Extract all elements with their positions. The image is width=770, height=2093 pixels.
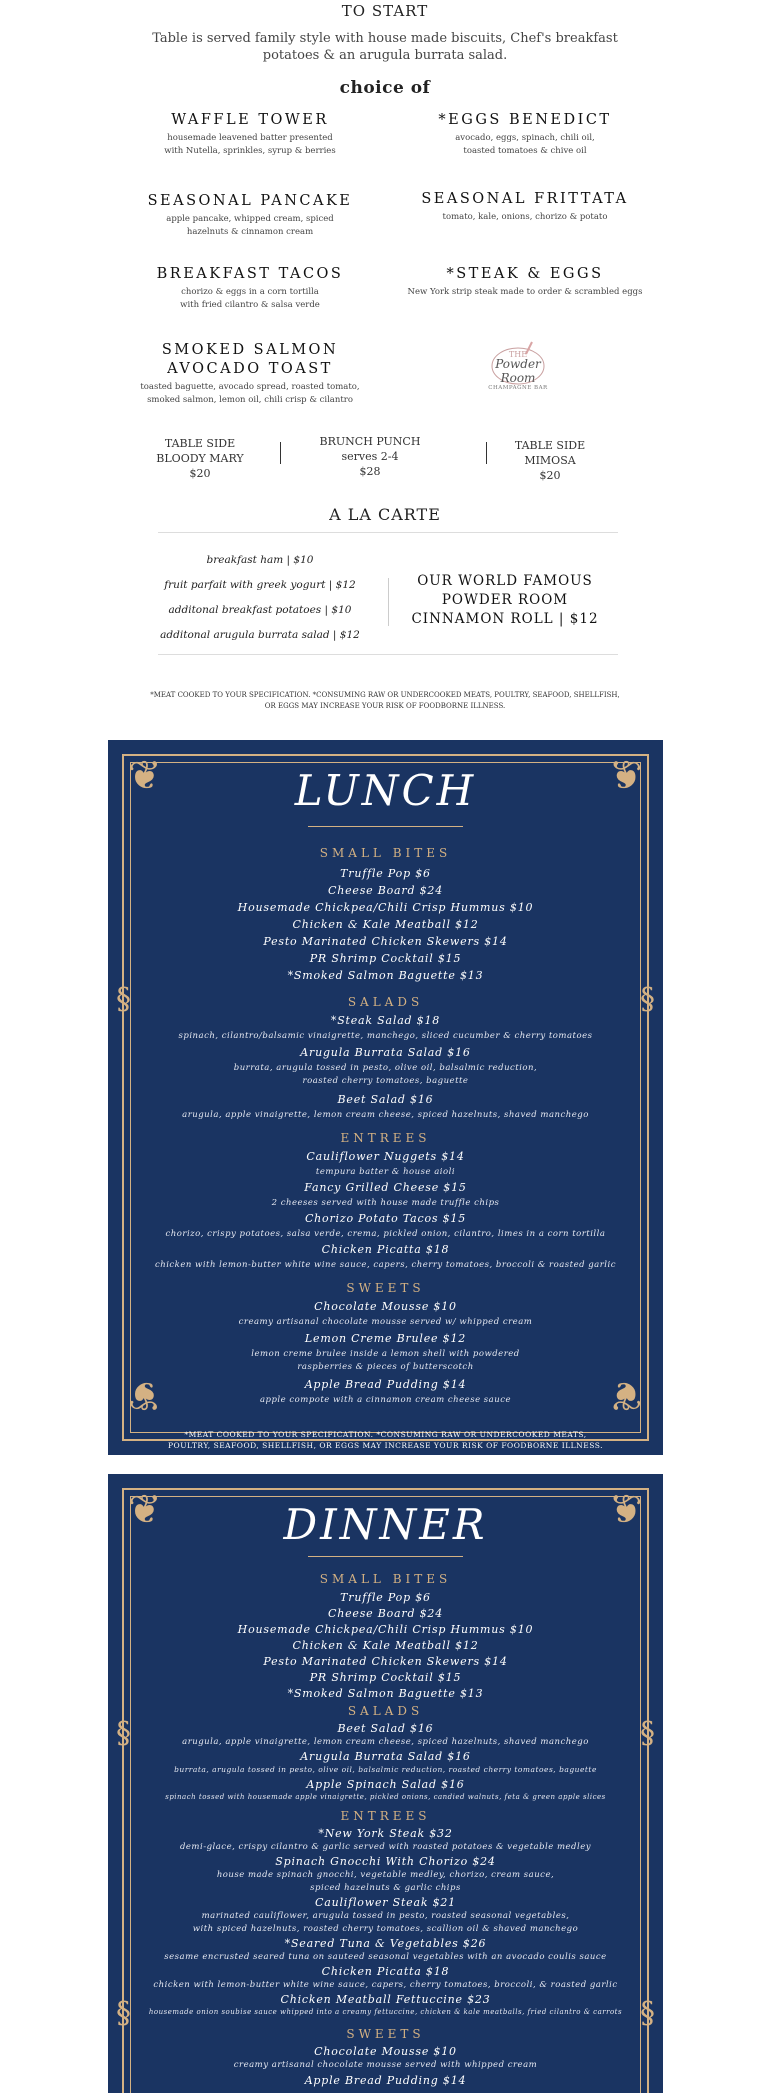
item-desc: avocado, eggs, spinach, chili oil, xyxy=(455,133,595,143)
menu-item: PR Shrimp Cocktail $15 xyxy=(309,1671,462,1684)
menu-item-desc: spinach tossed with housemade apple vinaigrette, pickled onions, candied walnuts, feta & green apple slices xyxy=(165,1793,606,1801)
bev-line: TABLE SIDE xyxy=(164,437,236,450)
menu-item: *New York Steak $32 xyxy=(318,1827,453,1840)
a-la-carte-item: breakfast ham | $10 xyxy=(206,554,314,566)
menu-item-desc: marinated cauliflower, arugula tossed in pesto, roasted seasonal vegetables, xyxy=(201,1911,570,1921)
panel-footer-note xyxy=(108,1429,663,1451)
to-start-heading: TO START xyxy=(341,2,429,20)
cinnamon-roll-feature xyxy=(400,572,610,629)
menu-item: Chicken & Kale Meatball $12 xyxy=(292,1639,479,1652)
item-name: WAFFLE TOWER xyxy=(171,112,329,128)
item-desc: toasted tomatoes & chive oil xyxy=(463,146,587,156)
bev-line: TABLE SIDE xyxy=(514,439,586,452)
item-desc: toasted baguette, avocado spread, roasted tomato, xyxy=(140,382,360,392)
menu-item-desc: spiced hazelnuts & garlic chips xyxy=(310,1883,461,1893)
powder-room-logo xyxy=(476,340,560,391)
menu-item: Truffle Pop $6 xyxy=(340,867,431,880)
divider xyxy=(280,442,281,464)
menu-item: Chicken Picatta $18 xyxy=(321,1965,450,1978)
item-desc: with Nutella, sprinkles, syrup & berries xyxy=(164,146,336,156)
corner-ornament-icon: ❦ xyxy=(609,753,643,799)
menu-item: Fancy Grilled Cheese $15 xyxy=(304,1181,467,1194)
corner-ornament-icon: ❦ xyxy=(128,1487,162,1533)
beverage-mimosa xyxy=(495,438,605,483)
bev-price: $28 xyxy=(359,465,381,478)
side-ornament-icon: § xyxy=(116,982,131,1017)
title-underline xyxy=(308,1556,463,1557)
menu-item-desc: burrata, arugula tossed in pesto, olive oil, balsalmic reduction, xyxy=(233,1063,538,1073)
logo-top: THE xyxy=(508,350,528,359)
menu-item-desc: burrata, arugula tossed in pesto, olive oil, balsalmic reduction, roasted cherry tomatoes, baguette xyxy=(174,1765,597,1774)
section-heading: ENTREES xyxy=(340,1809,431,1823)
feature-line: CINNAMON ROLL | $12 xyxy=(411,611,599,627)
menu-item-waffle-tower xyxy=(135,111,365,158)
menu-item: Apple Bread Pudding $14 xyxy=(304,1378,467,1391)
menu-item: PR Shrimp Cocktail $15 xyxy=(309,952,462,965)
a-la-carte-heading: A LA CARTE xyxy=(329,505,441,524)
menu-item-desc: arugula, apple vinaigrette, lemon cream cheese, spiced hazelnuts, shaved manchego xyxy=(182,1110,589,1120)
item-name: *STEAK & EGGS xyxy=(446,266,604,282)
item-name: *EGGS BENEDICT xyxy=(438,112,612,128)
menu-item-desc: spinach, cilantro/balsamic vinaigrette, manchego, sliced cucumber & cherry tomatoes xyxy=(178,1031,593,1041)
menu-item: Cauliflower Steak $21 xyxy=(315,1896,456,1909)
item-desc: tomato, kale, onions, chorizo & potato xyxy=(442,212,608,222)
menu-item: Pesto Marinated Chicken Skewers $14 xyxy=(263,935,508,948)
side-ornament-icon: § xyxy=(640,1996,655,2031)
intro-text xyxy=(0,30,770,64)
menu-item: Chocolate Mousse $10 xyxy=(314,2045,457,2058)
note-line: OR EGGS MAY INCREASE YOUR RISK OF FOODBORNE ILLNESS. xyxy=(264,702,506,710)
menu-item: Beet Salad $16 xyxy=(337,1093,434,1106)
menu-item-desc: lemon creme brulee inside a lemon shell with powdered xyxy=(251,1349,520,1359)
menu-item: Pesto Marinated Chicken Skewers $14 xyxy=(263,1655,508,1668)
menu-item: Chicken Picatta $18 xyxy=(321,1243,450,1256)
menu-item-desc: apple compote with a cinnamon cream cheese sauce xyxy=(259,1395,512,1405)
section-heading: SMALL BITES xyxy=(319,1572,452,1586)
menu-item: *Seared Tuna & Vegetables $26 xyxy=(284,1937,487,1950)
menu-item-desc: arugula, apple vinaigrette, lemon cream cheese, spiced hazelnuts, shaved manchego xyxy=(182,1737,589,1747)
a-la-carte-item: fruit parfait with greek yogurt | $12 xyxy=(164,579,356,591)
menu-item-breakfast-tacos xyxy=(125,265,375,312)
footer-line: *MEAT COOKED TO YOUR SPECIFICATION. *CONSUMING RAW OR UNDERCOOKED MEATS, xyxy=(184,1430,587,1439)
bev-line: BLOODY MARY xyxy=(156,452,244,465)
item-name: SMOKED SALMON xyxy=(161,342,339,358)
dinner-menu-panel xyxy=(108,1474,663,2093)
corner-ornament-icon: ❦ xyxy=(128,1372,162,1418)
menu-item-desc: 2 cheeses served with house made truffle chips xyxy=(271,1198,500,1208)
feature-line: POWDER ROOM xyxy=(441,592,569,608)
menu-item: Cheese Board $24 xyxy=(327,1607,444,1620)
menu-item: Housemade Chickpea/Chili Crisp Hummus $10 xyxy=(237,901,534,914)
logo-sub: CHAMPAGNE BAR xyxy=(488,385,548,391)
section-heading: SALADS xyxy=(347,1704,424,1718)
menu-item: Beet Salad $16 xyxy=(337,1722,434,1735)
menu-item-desc: chorizo, crispy potatoes, salsa verde, crema, pickled onion, cilantro, limes in a corn tortilla xyxy=(165,1229,606,1239)
item-desc: apple pancake, whipped cream, spiced xyxy=(166,214,334,224)
item-desc: New York strip steak made to order & scrambled eggs xyxy=(407,287,643,297)
beverage-bloody-mary xyxy=(140,436,260,481)
item-desc: housemade leavened batter presented xyxy=(167,133,333,143)
section-heading: SALADS xyxy=(347,995,424,1009)
menu-item: Apple Bread Pudding $14 xyxy=(304,2074,467,2087)
menu-item: Lemon Creme Brulee $12 xyxy=(304,1332,467,1345)
menu-item: *Smoked Salmon Baguette $13 xyxy=(287,1687,484,1700)
menu-item: Cheese Board $24 xyxy=(327,884,444,897)
menu-item: *Smoked Salmon Baguette $13 xyxy=(287,969,484,982)
item-desc: smoked salmon, lemon oil, chili crisp & cilantro xyxy=(147,395,353,405)
menu-item-desc: creamy artisanal chocolate mousse served w/ whipped cream xyxy=(238,1317,533,1327)
menu-item: Cauliflower Nuggets $14 xyxy=(306,1150,465,1163)
side-ornament-icon: § xyxy=(640,1716,655,1751)
choice-of-heading: choice of xyxy=(339,78,431,98)
menu-item-desc: raspberries & pieces of butterscotch xyxy=(297,1362,474,1372)
divider-line xyxy=(158,654,618,655)
menu-item: Housemade Chickpea/Chili Crisp Hummus $10 xyxy=(237,1623,534,1636)
menu-item-eggs-benedict xyxy=(410,111,640,158)
a-la-carte-item: additonal breakfast potatoes | $10 xyxy=(168,604,352,616)
bev-line: MIMOSA xyxy=(524,454,576,467)
menu-item-desc: roasted cherry tomatoes, baguette xyxy=(302,1076,469,1086)
health-note xyxy=(0,690,770,712)
side-ornament-icon: § xyxy=(640,982,655,1017)
menu-item: Truffle Pop $6 xyxy=(340,1591,431,1604)
title-underline xyxy=(308,826,463,827)
menu-item-desc: house made spinach gnocchi, vegetable medley, chorizo, cream sauce, xyxy=(216,1870,555,1880)
intro-line: Table is served family style with house made biscuits, Chef's breakfast xyxy=(152,31,618,46)
menu-item-smoked-salmon-toast xyxy=(125,341,375,407)
menu-item: Chocolate Mousse $10 xyxy=(314,1300,457,1313)
corner-ornament-icon: ❦ xyxy=(128,753,162,799)
bev-price: $20 xyxy=(539,469,561,482)
bev-line: BRUNCH PUNCH xyxy=(319,435,421,448)
menu-item-desc: chicken with lemon-butter white wine sauce, capers, cherry tomatoes, broccoli, & roasted garlic xyxy=(153,1980,618,1990)
menu-item: *Steak Salad $18 xyxy=(330,1014,441,1027)
lunch-title: LUNCH xyxy=(294,766,477,815)
menu-item-desc: chicken with lemon-butter white wine sauce, capers, cherry tomatoes, broccoli & roasted garlic xyxy=(154,1260,617,1270)
logo-main: Powder Room xyxy=(495,357,541,385)
item-desc: with fried cilantro & salsa verde xyxy=(180,300,320,310)
lunch-menu-panel xyxy=(108,740,663,1455)
item-name: AVOCADO TOAST xyxy=(167,361,333,377)
corner-ornament-icon: ❦ xyxy=(609,1487,643,1533)
menu-item-desc: with spiced hazelnuts, roasted cherry tomatoes, scallion oil & shaved manchego xyxy=(192,1924,579,1934)
side-ornament-icon: § xyxy=(116,1716,131,1751)
divider xyxy=(388,578,389,626)
menu-item-desc: tempura batter & house aioli xyxy=(315,1167,456,1177)
divider-line xyxy=(158,532,618,533)
menu-item-desc: demi-glace, crispy cilantro & garlic served with roasted potatoes & vegetable medley xyxy=(179,1842,592,1852)
side-ornament-icon: § xyxy=(116,1996,131,2031)
item-desc: chorizo & eggs in a corn tortilla xyxy=(181,287,319,297)
note-line: *MEAT COOKED TO YOUR SPECIFICATION. *CONSUMING RAW OR UNDERCOOKED MEATS, POULTRY, SEAFOOD, SHELLFISH, xyxy=(150,691,620,699)
corner-ornament-icon: ❦ xyxy=(609,1372,643,1418)
menu-item: Spinach Gnocchi With Chorizo $24 xyxy=(275,1855,496,1868)
section-heading: SMALL BITES xyxy=(319,846,452,860)
item-name: BREAKFAST TACOS xyxy=(156,266,344,282)
menu-item-desc: housemade onion soubise sauce whipped into a creamy fettuccine, chicken & kale meatballs, fried cilantro & carrots xyxy=(148,2008,623,2016)
a-la-carte-item: additonal arugula burrata salad | $12 xyxy=(160,629,360,641)
menu-item: Arugula Burrata Salad $16 xyxy=(300,1750,471,1763)
divider xyxy=(486,442,487,464)
menu-item: Chicken & Kale Meatball $12 xyxy=(292,918,479,931)
item-name: SEASONAL FRITTATA xyxy=(421,191,629,207)
menu-item: Chorizo Potato Tacos $15 xyxy=(304,1212,467,1225)
menu-item-desc: creamy artisanal chocolate mousse served with whipped cream xyxy=(233,2060,538,2070)
beverage-brunch-punch xyxy=(310,434,430,479)
bev-price: $20 xyxy=(189,467,211,480)
menu-item-steak-eggs xyxy=(395,265,655,299)
item-name: SEASONAL PANCAKE xyxy=(147,193,353,209)
menu-item-desc: sesame encrusted seared tuna on sauteed seasonal vegetables with an avocado coulis sauce xyxy=(164,1952,607,1962)
menu-item-seasonal-frittata xyxy=(400,190,650,224)
menu-item: Arugula Burrata Salad $16 xyxy=(300,1046,471,1059)
footer-line: POULTRY, SEAFOOD, SHELLFISH, OR EGGS MAY INCREASE YOUR RISK OF FOODBORNE ILLNESS. xyxy=(168,1441,603,1450)
menu-item: Chicken Meatball Fettuccine $23 xyxy=(280,1993,491,2006)
section-heading: SWEETS xyxy=(346,1281,425,1295)
section-heading: SWEETS xyxy=(346,2027,425,2041)
bev-line: serves 2-4 xyxy=(341,450,399,463)
section-heading: ENTREES xyxy=(340,1131,431,1145)
item-desc: hazelnuts & cinnamon cream xyxy=(186,227,314,237)
dinner-title: DINNER xyxy=(283,1500,488,1549)
menu-item: Apple Spinach Salad $16 xyxy=(306,1778,465,1791)
feature-line: OUR WORLD FAMOUS xyxy=(417,573,593,589)
intro-line: potatoes & an arugula burrata salad. xyxy=(262,48,508,63)
menu-item-seasonal-pancake xyxy=(125,192,375,239)
